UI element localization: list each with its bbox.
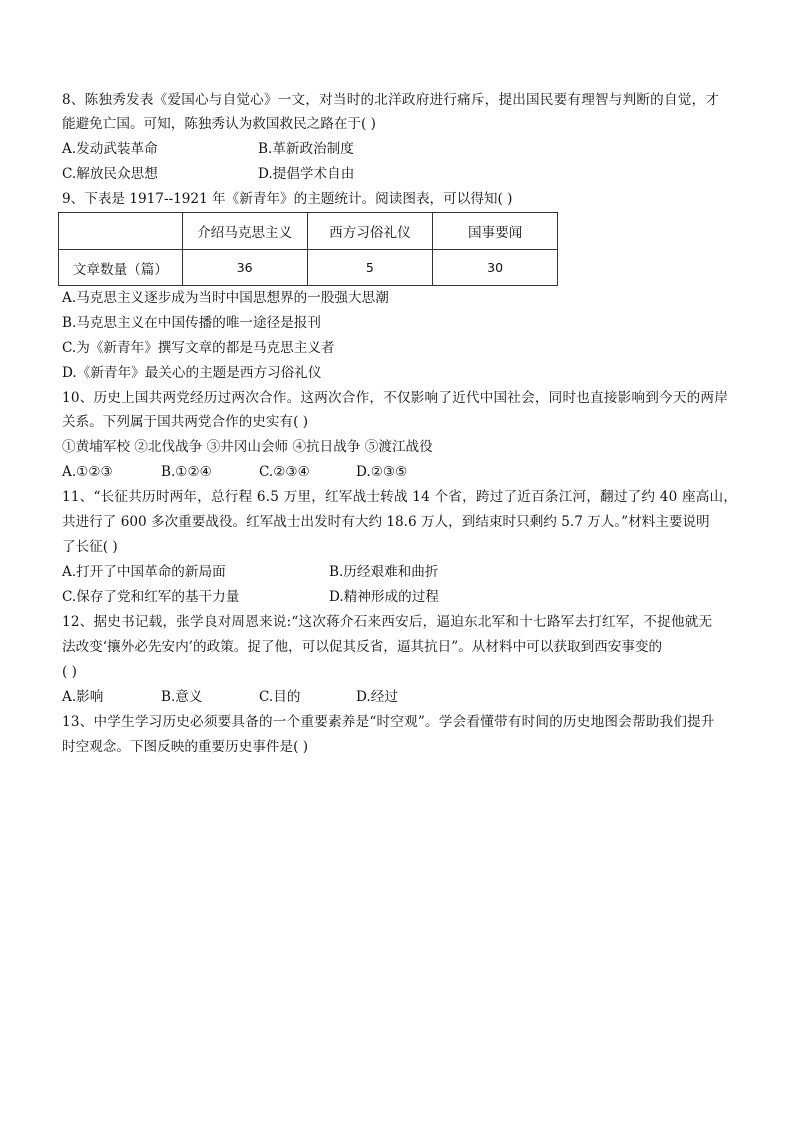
q12-option-c: C.目的: [259, 689, 301, 705]
table-header-cell: 介绍马克思主义: [182, 213, 307, 250]
q8-option-a: A.发动武装革命: [62, 141, 158, 157]
q9-stem: 9、下表是 1917--1921 年《新青年》的主题统计。阅读图表，可以得知( ): [62, 191, 513, 207]
q9-option-c: C.为《新青年》撰写文章的都是马克思主义者: [62, 340, 335, 356]
q12-stem-line3: ( ): [62, 664, 77, 680]
table-row: [59, 250, 558, 286]
q12-option-b: B.意义: [161, 689, 203, 705]
q10-stem-line2: 关系。下列属于国共两党合作的史实有( ): [62, 414, 309, 430]
table-cell: 30: [433, 250, 558, 286]
q9-statistics-table: [58, 212, 558, 286]
q11-option-a: A.打开了中国革命的新局面: [62, 564, 226, 580]
q12-option-a: A.影响: [62, 689, 104, 705]
q10-option-b: B.①②④: [161, 464, 212, 480]
table-cell: 36: [182, 250, 307, 286]
q9-option-d: D.《新青年》最关心的主题是西方习俗礼仪: [62, 365, 322, 381]
table-header-cell-empty: [59, 213, 183, 250]
q11-option-c: C.保存了党和红军的基干力量: [62, 589, 240, 605]
q11-stem-line1: 11、“长征共历时两年，总行程 6.5 万里，红军战士转战 14 个省，跨过了近百条江河，翻过了约 40 座高山，: [62, 489, 738, 505]
table-header-cell: 国事要闻: [433, 213, 558, 250]
q8-option-c: C.解放民众思想: [62, 166, 158, 182]
table-cell: 5: [307, 250, 433, 286]
q12-stem-line1: 12、据史书记载，张学良对周恩来说:“这次蒋介石来西安后，逼迫东北军和十七路军去打红军，不捉他就无: [62, 614, 713, 630]
q8-option-b: B.革新政治制度: [258, 141, 354, 157]
table-row-label: 文章数量（篇）: [59, 250, 183, 286]
q10-stem-line1: 10、历史上国共两党经历过两次合作。这两次合作，不仅影响了近代中国社会，同时也直接影响到今天的两岸: [62, 390, 728, 406]
q12-stem-line2: 法改变‘攘外必先安内’的政策。捉了他，可以促其反省，逼其抗日”。从材料中可以获取到西安事变的: [62, 639, 663, 655]
q12-option-d: D.经过: [356, 689, 398, 705]
q13-stem-line2: 时空观念。下图反映的重要历史事件是( ): [62, 739, 309, 755]
q10-items: ①黄埔军校 ②北伐战争 ③井冈山会师 ④抗日战争 ⑤渡江战役: [62, 439, 433, 455]
q9-option-a: A.马克思主义逐步成为当时中国思想界的一股强大思潮: [62, 290, 389, 306]
q10-option-c: C.②③④: [259, 464, 310, 480]
q9-option-b: B.马克思主义在中国传播的唯一途径是报刊: [62, 315, 321, 331]
q8-option-d: D.提倡学术自由: [258, 166, 355, 182]
table-header-cell: 西方习俗礼仪: [307, 213, 433, 250]
q10-option-d: D.②③⑤: [356, 464, 408, 480]
q13-stem-line1: 13、中学生学习历史必须要具备的一个重要素养是“时空观”。学会看懂带有时间的历史地图会帮助我们提升: [62, 714, 715, 730]
q11-stem-line2: 共进行了 600 多次重要战役。红军战士出发时有大约 18.6 万人，到结束时只剩约 5.7 万人。”材料主要说明: [62, 514, 710, 530]
q11-stem-line3: 了长征( ): [62, 539, 118, 555]
q10-option-a: A.①②③: [62, 464, 113, 480]
q11-option-b: B.历经艰难和曲折: [329, 564, 439, 580]
q8-stem-line2: 能避免亡国。可知，陈独秀认为救国救民之路在于( ): [62, 116, 376, 132]
q11-option-d: D.精神形成的过程: [329, 589, 439, 605]
q8-stem-line1: 8、陈独秀发表《爱国心与自觉心》一文，对当时的北洋政府进行痛斥，提出国民要有理智与判断的自觉，才: [62, 92, 720, 108]
table-header-row: [59, 213, 558, 250]
